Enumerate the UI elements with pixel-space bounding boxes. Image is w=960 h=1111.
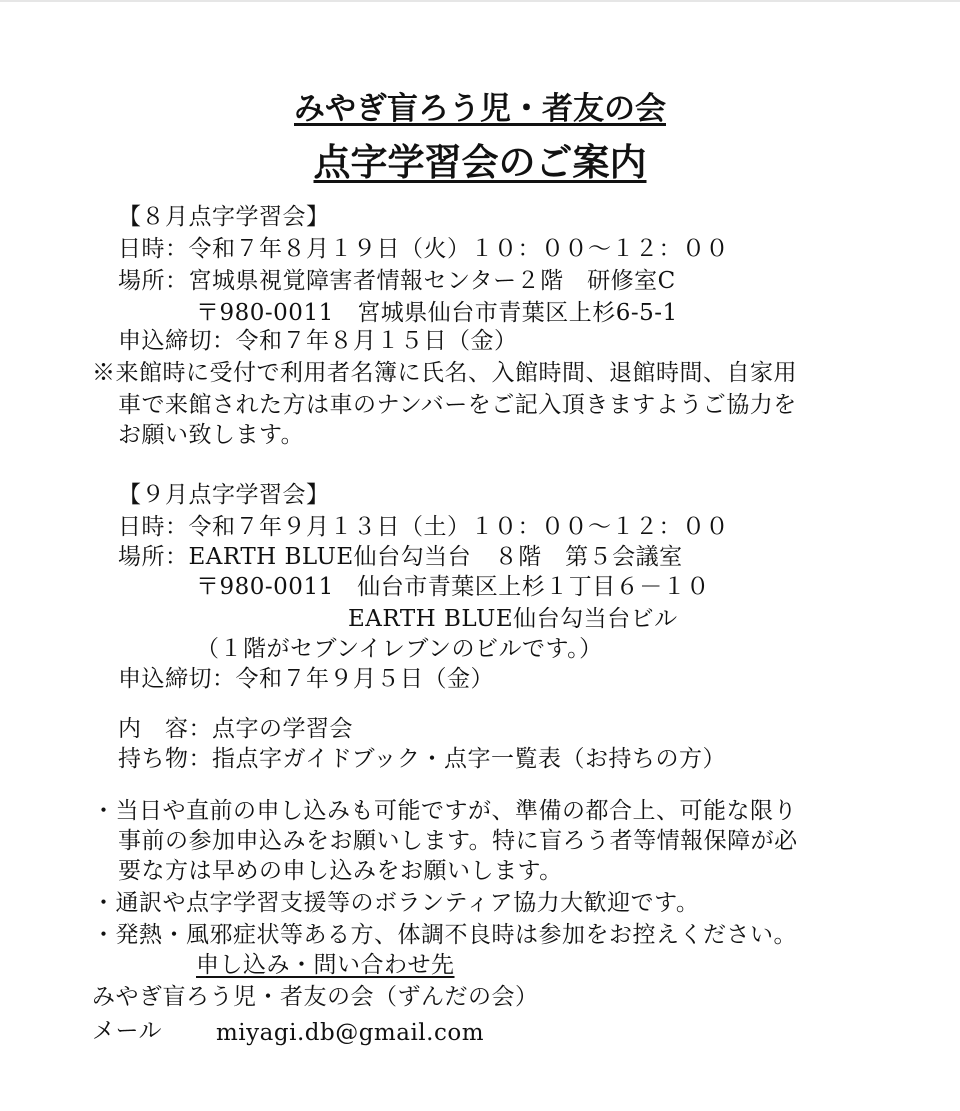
- contact-heading: 申し込み・問い合わせ先: [196, 952, 455, 978]
- contact-org: みやぎ盲ろう児・者友の会（ずんだの会）: [92, 984, 539, 1010]
- september-deadline: 申込締切：令和７年９月５日（金）: [118, 666, 494, 692]
- september-building: EARTH BLUE仙台勾当台ビル: [348, 606, 678, 632]
- september-place: 場所：EARTH BLUE仙台勾当台 ８階 第５会議室: [118, 544, 683, 570]
- august-datetime: 日時：令和７年８月１９日（火）１０：００～１２：００: [118, 236, 729, 262]
- note3-line: ・発熱・風邪症状等ある方、体調不良時は参加をお控えください。: [92, 922, 797, 948]
- org-title: みやぎ盲ろう児・者友の会: [294, 91, 666, 127]
- doc-title: 点字学習会のご案内: [313, 140, 647, 184]
- top-border: [0, 0, 960, 2]
- august-deadline: 申込締切：令和７年８月１５日（金）: [118, 328, 518, 354]
- august-note-line1: ※来館時に受付で利用者名簿に氏名、入館時間、退館時間、自家用: [92, 360, 797, 386]
- note1-line2: 事前の参加申込みをお願いします。特に盲ろう者等情報保障が必: [118, 828, 798, 854]
- august-place: 場所：宮城県視覚障害者情報センター２階 研修室C: [118, 268, 676, 294]
- note1-line1: ・当日や直前の申し込みも可能ですが、準備の都合上、可能な限り: [92, 798, 797, 824]
- september-building-note: （１階がセブンイレブンのビルです。）: [196, 636, 603, 662]
- note2-line: ・通訳や点字学習支援等のボランティア協力大歓迎です。: [92, 890, 700, 916]
- august-note-line2: 車で来館された方は車のナンバーをご記入頂きますようご協力を: [118, 392, 797, 418]
- august-heading: 【８月点字学習会】: [118, 204, 330, 230]
- note1-line3: 要な方は早めの申し込みをお願いします。: [118, 858, 563, 884]
- august-note-line3: お願い致します。: [118, 422, 305, 448]
- september-address: 〒980-0011 仙台市青葉区上杉１丁目６－１０: [196, 574, 710, 600]
- belongings-line: 持ち物：指点字ガイドブック・点字一覧表（お持ちの方）: [118, 746, 727, 772]
- september-heading: 【９月点字学習会】: [118, 482, 330, 508]
- email-label: メール: [92, 1018, 163, 1044]
- email-address[interactable]: miyagi.db@gmail.com: [216, 1020, 485, 1046]
- content-line: 内 容：点字の学習会: [118, 716, 353, 742]
- september-datetime: 日時：令和７年９月１３日（土）１０：００～１２：００: [118, 514, 729, 540]
- august-address: 〒980-0011 宮城県仙台市青葉区上杉6-5-1: [196, 300, 678, 326]
